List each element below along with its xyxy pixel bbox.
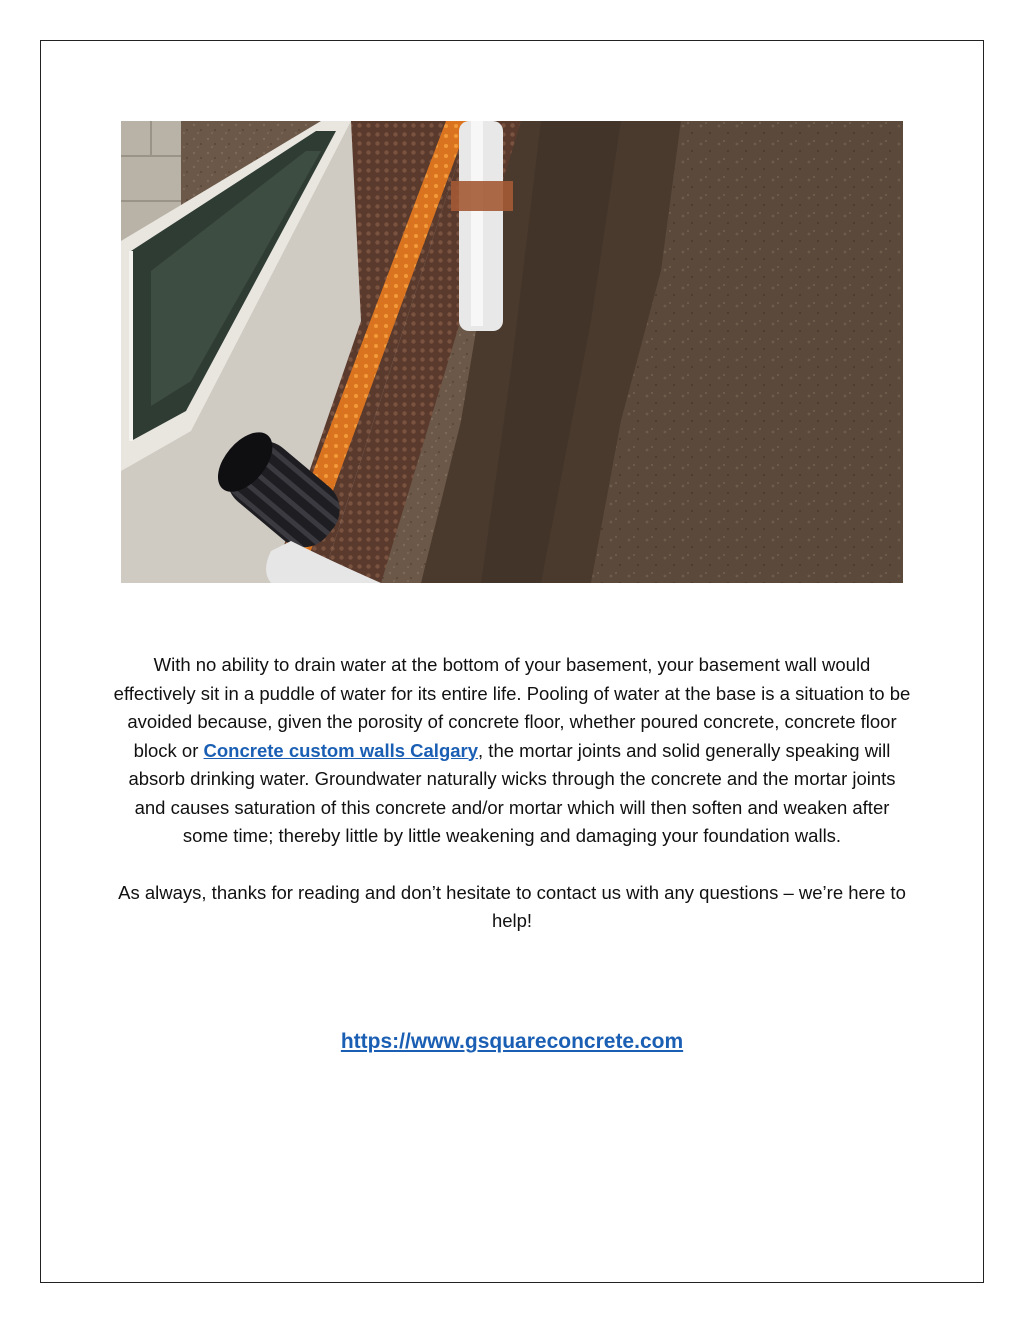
paragraph-text-before-link: With no ability to drain water at the bottom of your basement, your basement wall would effectively sit in a puddle of water for its entire life. Pooling of water at the base is a situation to be avoided because, given the porosity of concrete floor, whether poured concrete, concrete floor block or xyxy=(113,654,911,761)
concrete-custom-walls-link[interactable]: Concrete custom walls Calgary xyxy=(203,739,479,761)
website-link-container xyxy=(112,1028,912,1056)
body-text xyxy=(112,651,912,936)
paragraph-closing: As always, thanks for reading and don’t hesitate to contact us with any questions – we’re here to help! xyxy=(118,881,906,931)
foundation-drainage-illustration xyxy=(121,121,903,583)
paragraph-basement-drainage xyxy=(112,651,912,851)
foundation-drainage-photo xyxy=(121,121,903,583)
website-link[interactable]: https://www.gsquareconcrete.com xyxy=(340,1030,684,1053)
paragraph-text-after-link: , the mortar joints and solid generally speaking will absorb drinking water. Groundwater naturally wicks through the concrete and the mortar joints and causes saturation of this concrete and/or mortar which will then soften and weaken after some time; thereby little by little weakening and damaging your foundation walls. xyxy=(128,739,896,846)
